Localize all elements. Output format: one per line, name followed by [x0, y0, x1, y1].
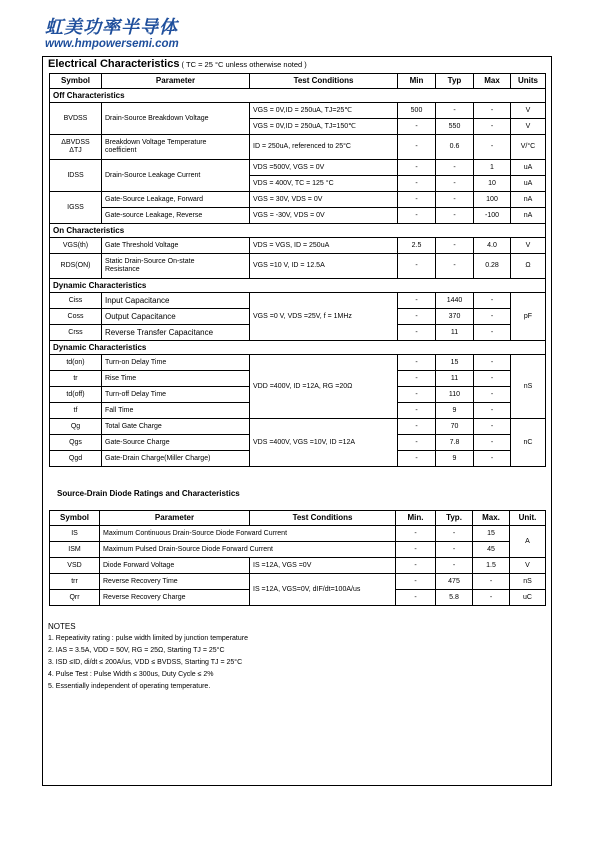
- cell-max: 100: [474, 192, 511, 208]
- note-item: 3. ISD ≤ID, di/dt ≤ 200A/us, VDD ≤ BVDSS, Starting TJ = 25°C: [48, 659, 243, 666]
- cell-min: -: [398, 325, 436, 341]
- cell-condition: VGS =0 V, VDS =25V, f = 1MHz: [250, 293, 398, 341]
- cell-min: 2.5: [398, 238, 436, 254]
- cell-min: 500: [398, 103, 436, 119]
- cell-min: -: [398, 192, 436, 208]
- brand-name: 虹美功率半导体: [45, 17, 178, 38]
- cell-min: -: [398, 387, 436, 403]
- cell-typ: 15: [436, 355, 474, 371]
- cell-min: -: [398, 208, 436, 224]
- cell-typ: 1440: [436, 293, 474, 309]
- brand-logo: [45, 18, 179, 51]
- cell-min: -: [398, 309, 436, 325]
- table-row: [50, 160, 546, 176]
- cell-symbol: Coss: [50, 309, 102, 325]
- cell-symbol: IS: [50, 526, 100, 542]
- header-parameter: Parameter: [100, 511, 250, 526]
- cell-symbol: [50, 135, 102, 160]
- cell-symbol: tf: [50, 403, 102, 419]
- cell-min: -: [398, 135, 436, 160]
- cell-min: -: [396, 542, 436, 558]
- header-min: Min.: [396, 511, 436, 526]
- table-row: [50, 208, 546, 224]
- cell-max: -: [474, 309, 511, 325]
- cell-condition: VDD =400V, ID =12A, RG =20Ω: [250, 355, 398, 419]
- cell-max: -: [474, 451, 511, 467]
- cell-symbol: ISM: [50, 542, 100, 558]
- cell-symbol: VGS(th): [50, 238, 102, 254]
- cell-symbol: Qgs: [50, 435, 102, 451]
- section-row: [50, 89, 546, 103]
- cell-parameter: Drain-Source Leakage Current: [102, 160, 250, 192]
- cell-max: -: [473, 574, 510, 590]
- parameter-line: coefficient: [105, 147, 137, 154]
- cell-unit: uC: [510, 590, 546, 606]
- table-row: [50, 103, 546, 119]
- cell-typ: -: [436, 254, 474, 279]
- cell-min: -: [398, 254, 436, 279]
- cell-parameter: Gate-source Leakage, Reverse: [102, 208, 250, 224]
- cell-parameter: Maximum Pulsed Drain-Source Diode Forward Current: [100, 542, 396, 558]
- cell-parameter: Reverse Recovery Time: [100, 574, 250, 590]
- cell-typ: 11: [436, 371, 474, 387]
- cell-symbol: td(on): [50, 355, 102, 371]
- cell-typ: 550: [436, 119, 474, 135]
- cell-parameter: Diode Forward Voltage: [100, 558, 250, 574]
- cell-typ: 9: [436, 403, 474, 419]
- cell-symbol: IGSS: [50, 192, 102, 224]
- parameter-line: Static Drain-Source On-state: [105, 258, 195, 265]
- table-row: [50, 254, 546, 279]
- cell-parameter: Fall Time: [102, 403, 250, 419]
- cell-condition: VDS =500V, VGS = 0V: [250, 160, 398, 176]
- cell-max: -: [474, 387, 511, 403]
- cell-parameter: Gate-Source Leakage, Forward: [102, 192, 250, 208]
- table-header: [50, 74, 546, 89]
- cell-max: 4.0: [474, 238, 511, 254]
- section-label: Off Characteristics: [50, 89, 546, 103]
- header-symbol: Symbol: [50, 511, 100, 526]
- cell-unit: V: [511, 103, 546, 119]
- cell-symbol: RDS(ON): [50, 254, 102, 279]
- cell-min: -: [398, 119, 436, 135]
- cell-symbol: VSD: [50, 558, 100, 574]
- cell-unit: Ω: [511, 254, 546, 279]
- cell-min: -: [398, 419, 436, 435]
- cell-condition: VDS = VGS, ID = 250uA: [250, 238, 398, 254]
- header-test-conditions: Test Conditions: [250, 511, 396, 526]
- cell-condition: IS =12A, VGS =0V: [250, 558, 396, 574]
- cell-parameter: Input Capacitance: [102, 293, 250, 309]
- section-row: [50, 224, 546, 238]
- cell-max: -: [474, 371, 511, 387]
- header-max: Max.: [473, 511, 510, 526]
- header-units: Unit.: [510, 511, 546, 526]
- header-units: Units: [511, 74, 546, 89]
- cell-parameter: Gate Threshold Voltage: [102, 238, 250, 254]
- cell-unit: nA: [511, 192, 546, 208]
- table-row: [50, 135, 546, 160]
- cell-condition: ID = 250uA, referenced to 25°C: [250, 135, 398, 160]
- cell-min: -: [398, 451, 436, 467]
- header-max: Max: [474, 74, 511, 89]
- cell-max: -: [474, 325, 511, 341]
- cell-parameter: Turn-on Delay Time: [102, 355, 250, 371]
- table-row: [50, 355, 546, 371]
- notes-heading: NOTES: [48, 622, 76, 631]
- cell-max: -: [473, 590, 510, 606]
- cell-max: 45: [473, 542, 510, 558]
- cell-typ: 370: [436, 309, 474, 325]
- cell-min: -: [398, 176, 436, 192]
- table-row: [50, 293, 546, 309]
- cell-min: -: [398, 293, 436, 309]
- cell-parameter: Total Gate Charge: [102, 419, 250, 435]
- section-condition: ( TC = 25 °C unless otherwise noted ): [179, 60, 307, 69]
- cell-max: -100: [474, 208, 511, 224]
- cell-max: -: [474, 435, 511, 451]
- cell-min: -: [396, 526, 436, 542]
- cell-max: -: [474, 119, 511, 135]
- cell-typ: -: [436, 103, 474, 119]
- symbol-line: ΔBVDSS: [61, 139, 90, 146]
- cell-unit: nS: [510, 574, 546, 590]
- section-row: [50, 279, 546, 293]
- cell-min: -: [398, 160, 436, 176]
- cell-typ: -: [436, 208, 474, 224]
- cell-condition: IS =12A, VGS=0V, dIF/dt=100A/us: [250, 574, 396, 606]
- cell-condition: VDS =400V, VGS =10V, ID =12A: [250, 419, 398, 467]
- header-typ: Typ.: [436, 511, 473, 526]
- cell-unit: uA: [511, 160, 546, 176]
- cell-symbol: Crss: [50, 325, 102, 341]
- table-row: [50, 558, 546, 574]
- cell-condition: VGS = 0V,ID = 250uA, TJ=25℃: [250, 103, 398, 119]
- cell-symbol: IDSS: [50, 160, 102, 192]
- cell-typ: 11: [436, 325, 474, 341]
- cell-unit: V: [510, 558, 546, 574]
- cell-max: -: [474, 293, 511, 309]
- cell-symbol: Qrr: [50, 590, 100, 606]
- cell-max: 0.28: [474, 254, 511, 279]
- cell-max: 15: [473, 526, 510, 542]
- cell-parameter: [102, 135, 250, 160]
- cell-symbol: Qgd: [50, 451, 102, 467]
- cell-unit: nA: [511, 208, 546, 224]
- cell-symbol: tr: [50, 371, 102, 387]
- source-drain-diode-table: [49, 510, 546, 606]
- cell-typ: 7.8: [436, 435, 474, 451]
- cell-max: -: [474, 403, 511, 419]
- cell-symbol: td(off): [50, 387, 102, 403]
- cell-min: -: [398, 355, 436, 371]
- section-row: [50, 341, 546, 355]
- cell-max: 1.5: [473, 558, 510, 574]
- cell-unit: V: [511, 238, 546, 254]
- cell-typ: -: [436, 238, 474, 254]
- cell-parameter: Gate-Source Charge: [102, 435, 250, 451]
- cell-parameter: Gate-Drain Charge(Miller Charge): [102, 451, 250, 467]
- cell-max: 1: [474, 160, 511, 176]
- parameter-line: Breakdown Voltage Temperature: [105, 139, 207, 146]
- cell-typ: 110: [436, 387, 474, 403]
- cell-unit: V/°C: [511, 135, 546, 160]
- cell-unit: nC: [511, 419, 546, 467]
- cell-parameter: Maximum Continuous Drain-Source Diode Forward Current: [100, 526, 396, 542]
- cell-unit: V: [511, 119, 546, 135]
- table-header: [50, 511, 546, 526]
- cell-condition: VGS =10 V, ID = 12.5A: [250, 254, 398, 279]
- cell-max: 10: [474, 176, 511, 192]
- cell-min: -: [398, 403, 436, 419]
- cell-unit: nS: [511, 355, 546, 419]
- cell-symbol: trr: [50, 574, 100, 590]
- cell-parameter: Rise Time: [102, 371, 250, 387]
- cell-typ: -: [436, 542, 473, 558]
- cell-unit: pF: [511, 293, 546, 341]
- cell-condition: VGS = 0V,ID = 250uA, TJ=150℃: [250, 119, 398, 135]
- electrical-characteristics-table: [49, 73, 546, 467]
- cell-symbol: Qg: [50, 419, 102, 435]
- cell-max: -: [474, 135, 511, 160]
- source-drain-title: Source-Drain Diode Ratings and Characteristics: [57, 489, 240, 498]
- cell-parameter: Reverse Recovery Charge: [100, 590, 250, 606]
- note-item: 2. IAS = 3.5A, VDD = 50V, RG = 25Ω, Starting TJ = 25°C: [48, 647, 225, 654]
- section-label: Dynamic Characteristics: [50, 341, 546, 355]
- section-label: Dynamic Characteristics: [50, 279, 546, 293]
- cell-typ: -: [436, 192, 474, 208]
- cell-max: -: [474, 103, 511, 119]
- cell-parameter: Drain-Source Breakdown Voltage: [102, 103, 250, 135]
- brand-url: www.hmpowersemi.com: [45, 38, 179, 50]
- cell-condition: VGS = -30V, VDS = 0V: [250, 208, 398, 224]
- section-label: On Characteristics: [50, 224, 546, 238]
- note-item: 5. Essentially independent of operating temperature.: [48, 683, 211, 690]
- cell-unit: uA: [511, 176, 546, 192]
- cell-min: -: [396, 590, 436, 606]
- cell-min: -: [398, 371, 436, 387]
- cell-min: -: [398, 435, 436, 451]
- cell-typ: 0.6: [436, 135, 474, 160]
- cell-typ: -: [436, 526, 473, 542]
- cell-typ: 475: [436, 574, 473, 590]
- cell-typ: 5.8: [436, 590, 473, 606]
- cell-typ: 70: [436, 419, 474, 435]
- cell-parameter: Output Capacitance: [102, 309, 250, 325]
- cell-unit: A: [510, 526, 546, 558]
- cell-typ: -: [436, 558, 473, 574]
- cell-symbol: Ciss: [50, 293, 102, 309]
- cell-condition: VGS = 30V, VDS = 0V: [250, 192, 398, 208]
- cell-min: -: [396, 574, 436, 590]
- table-row: [50, 542, 546, 558]
- cell-typ: -: [436, 176, 474, 192]
- table-row: [50, 526, 546, 542]
- symbol-line: ΔTJ: [69, 147, 82, 154]
- section-title: [48, 58, 307, 71]
- cell-min: -: [396, 558, 436, 574]
- header-typ: Typ: [436, 74, 474, 89]
- header-parameter: Parameter: [102, 74, 250, 89]
- parameter-line: Resistance: [105, 266, 140, 273]
- table-row: [50, 419, 546, 435]
- note-item: 1. Repeativity rating : pulse width limited by junction temperature: [48, 635, 248, 642]
- note-item: 4. Pulse Test : Pulse Width ≤ 300us, Duty Cycle ≤ 2%: [48, 671, 214, 678]
- cell-condition: VDS = 400V, TC = 125 °C: [250, 176, 398, 192]
- cell-typ: -: [436, 160, 474, 176]
- header-symbol: Symbol: [50, 74, 102, 89]
- cell-parameter: Turn-off Delay Time: [102, 387, 250, 403]
- header-min: Min: [398, 74, 436, 89]
- table-row: [50, 238, 546, 254]
- table-row: [50, 192, 546, 208]
- cell-max: -: [474, 355, 511, 371]
- cell-symbol: BVDSS: [50, 103, 102, 135]
- table-row: [50, 574, 546, 590]
- cell-max: -: [474, 419, 511, 435]
- cell-parameter: Reverse Transfer Capacitance: [102, 325, 250, 341]
- notes-section: [48, 620, 248, 693]
- section-title-text: Electrical Characteristics: [48, 58, 180, 70]
- cell-typ: 9: [436, 451, 474, 467]
- cell-parameter: [102, 254, 250, 279]
- header-test-conditions: Test Conditions: [250, 74, 398, 89]
